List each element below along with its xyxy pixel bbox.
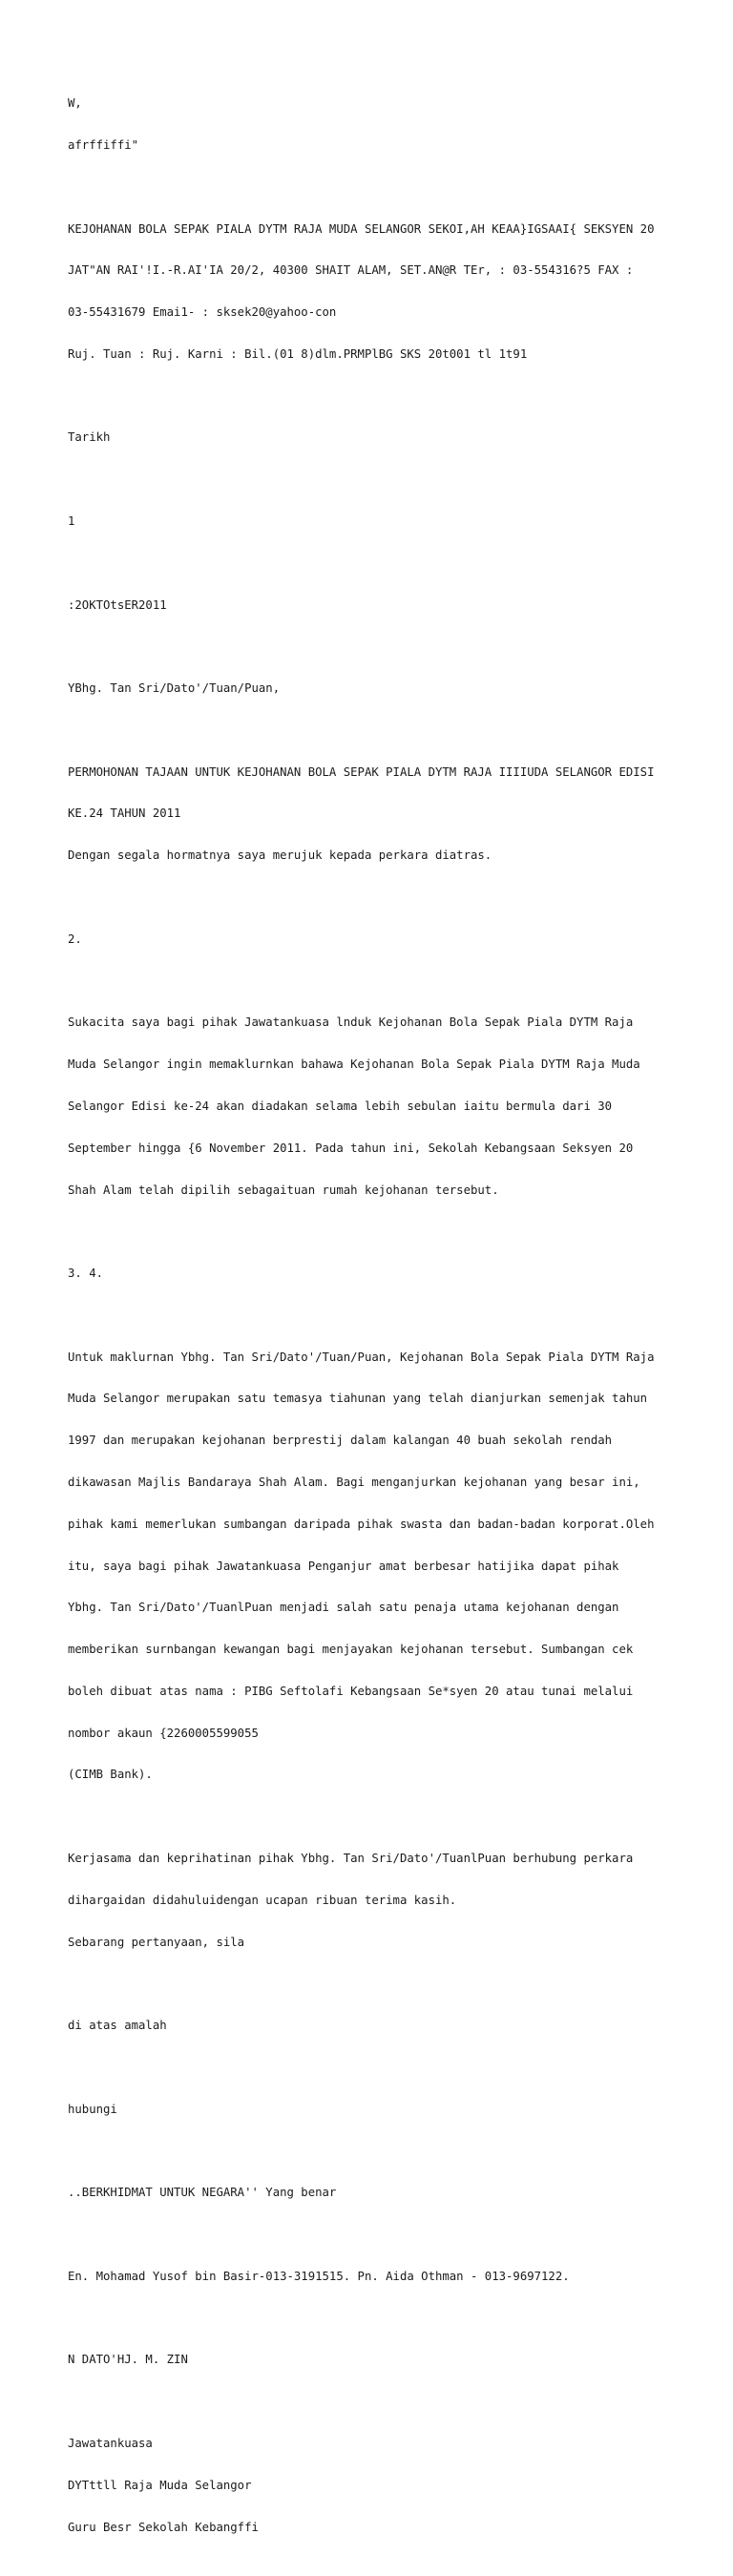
letter-date: :2OKTOtsER2011 [68,597,167,612]
letterhead-line: KEJOHANAN BOLA SEPAK PIALA DYTM RAJA MUDA SELANGOR SEKOI,AH KEAA}IGSAAI{ SEKSYEN 20 [68,221,655,236]
body-line: 1997 dan merupakan kejohanan berprestij dalam kalangan 40 buah sekolah rendah [68,1434,613,1448]
body-line: Shah Alam telah dipilih sebagaituan rumah kejohanan tersebut. [68,1183,499,1197]
body-line: Selangor Edisi ke-24 akan diadakan selama lebih sebulan iaitu bermula dari 30 [68,1099,613,1113]
letter-document [68,69,679,2576]
letterhead-line: 03-55431679 Emai1- : sksek20@yahoo-con [68,305,337,320]
letterhead-line: JAT"AN RAI'!I.-R.AI'IA 20/2, 40300 SHAIT ALAM, SET.AN@R TEr, : 03-554316?5 FAX : [68,263,634,278]
body-line: Kerjasama dan keprihatinan pihak Ybhg. Tan Sri/Dato'/TuanlPuan berhubung perkara [68,1852,634,1865]
body-line: Sebarang pertanyaan, sila [68,1935,245,1949]
account-number-line: nombor akaun {2260005599055 [68,1726,259,1740]
header-scrawl [68,69,679,180]
subject-block [68,738,679,891]
item-number-1: 1 [68,514,75,528]
closing-line: DYTttll Raja Muda Selangor [68,2478,252,2492]
item-number-2: 2. [68,932,82,946]
subject-line: PERMOHONAN TAJAAN UNTUK KEJOHANAN BOLA SEPAK PIALA DYTM RAJA IIIIUDA SELANGOR EDISI [68,764,655,779]
item-number-3-4: 3. 4. [68,1267,104,1281]
bank-name-line: (CIMB Bank). [68,1768,153,1782]
hubungi: hubungi [68,2102,117,2116]
opening-line: Dengan segala hormatnya saya merujuk kepada perkara diatras. [68,848,492,863]
closing-block [68,2409,679,2563]
body-line: Sukacita saya bagi pihak Jawatankuasa lnduk Kejohanan Bola Sepak Piala DYTM Raja [68,1016,634,1030]
body-line: Untuk maklurnan Ybhg. Tan Sri/Dato'/Tuan/Puan, Kejohanan Bola Sepak Piala DYTM Raja [68,1350,655,1364]
motto-line: ..BERKHIDMAT UNTUK NEGARA'' Yang benar [68,2186,337,2200]
salutation: YBhg. Tan Sri/Dato'/Tuan/Puan, [68,681,281,696]
body-line: September hingga {6 November 2011. Pada tahun ini, Sekolah Kebangsaan Seksyen 20 [68,1141,634,1155]
body-line: dikawasan Majlis Bandaraya Shah Alam. Bagi menganjurkan kejohanan yang besar ini, [68,1475,640,1489]
header-line: W, [68,96,82,111]
di-atas-amalah: di atas amalah [68,2019,167,2033]
header-line: afrffiffi" [68,137,139,152]
body-line: itu, saya bagi pihak Jawatankuasa Penganjur amat berbesar hatijika dapat pihak [68,1559,619,1573]
body-line: dihargaidan didahuluidengan ucapan ribuan terima kasih. [68,1893,457,1907]
body-line: boleh dibuat atas nama : PIBG Seftolafi Kebangsaan Se*syen 20 atau tunai melalui [68,1684,634,1698]
paragraph-3 [68,1322,679,1810]
subject-line: KE.24 TAHUN 2011 [68,806,181,821]
body-line: Muda Selangor merupakan satu temasya tiahunan yang telah dianjurkan semenjak tahun [68,1392,648,1406]
body-line: memberikan surnbangan kewangan bagi menjayakan kejohanan tersebut. Sumbangan cek [68,1643,634,1657]
paragraph-4 [68,1824,679,1978]
closing-line: Jawatankuasa [68,2436,153,2450]
reference-line: Ruj. Tuan : Ruj. Karni : Bil.(01 8)dlm.PRMPlBG SKS 20t001 tl 1t91 [68,346,528,361]
paragraph-2 [68,988,679,1225]
school-letterhead [68,194,679,388]
body-line: Ybhg. Tan Sri/Dato'/TuanlPuan menjadi salah satu penaja utama kejohanan dengan [68,1601,619,1615]
tarikh-label: Tarikh [68,430,111,445]
body-line: pihak kami memerlukan sumbangan daripada pihak swasta dan badan-badan korporat.Oleh [68,1517,655,1531]
contact-persons: En. Mohamad Yusof bin Basir-013-3191515. Pn. Aida Othman - 013-9697122. [68,2269,570,2283]
body-line: Muda Selangor ingin memaklurnkan bahawa Kejohanan Bola Sepak Piala DYTM Raja Muda [68,1058,640,1072]
closing-line: Guru Besr Sekolah Kebangffi [68,2520,259,2534]
signatory-name: N DATO'HJ. M. ZIN [68,2353,188,2367]
